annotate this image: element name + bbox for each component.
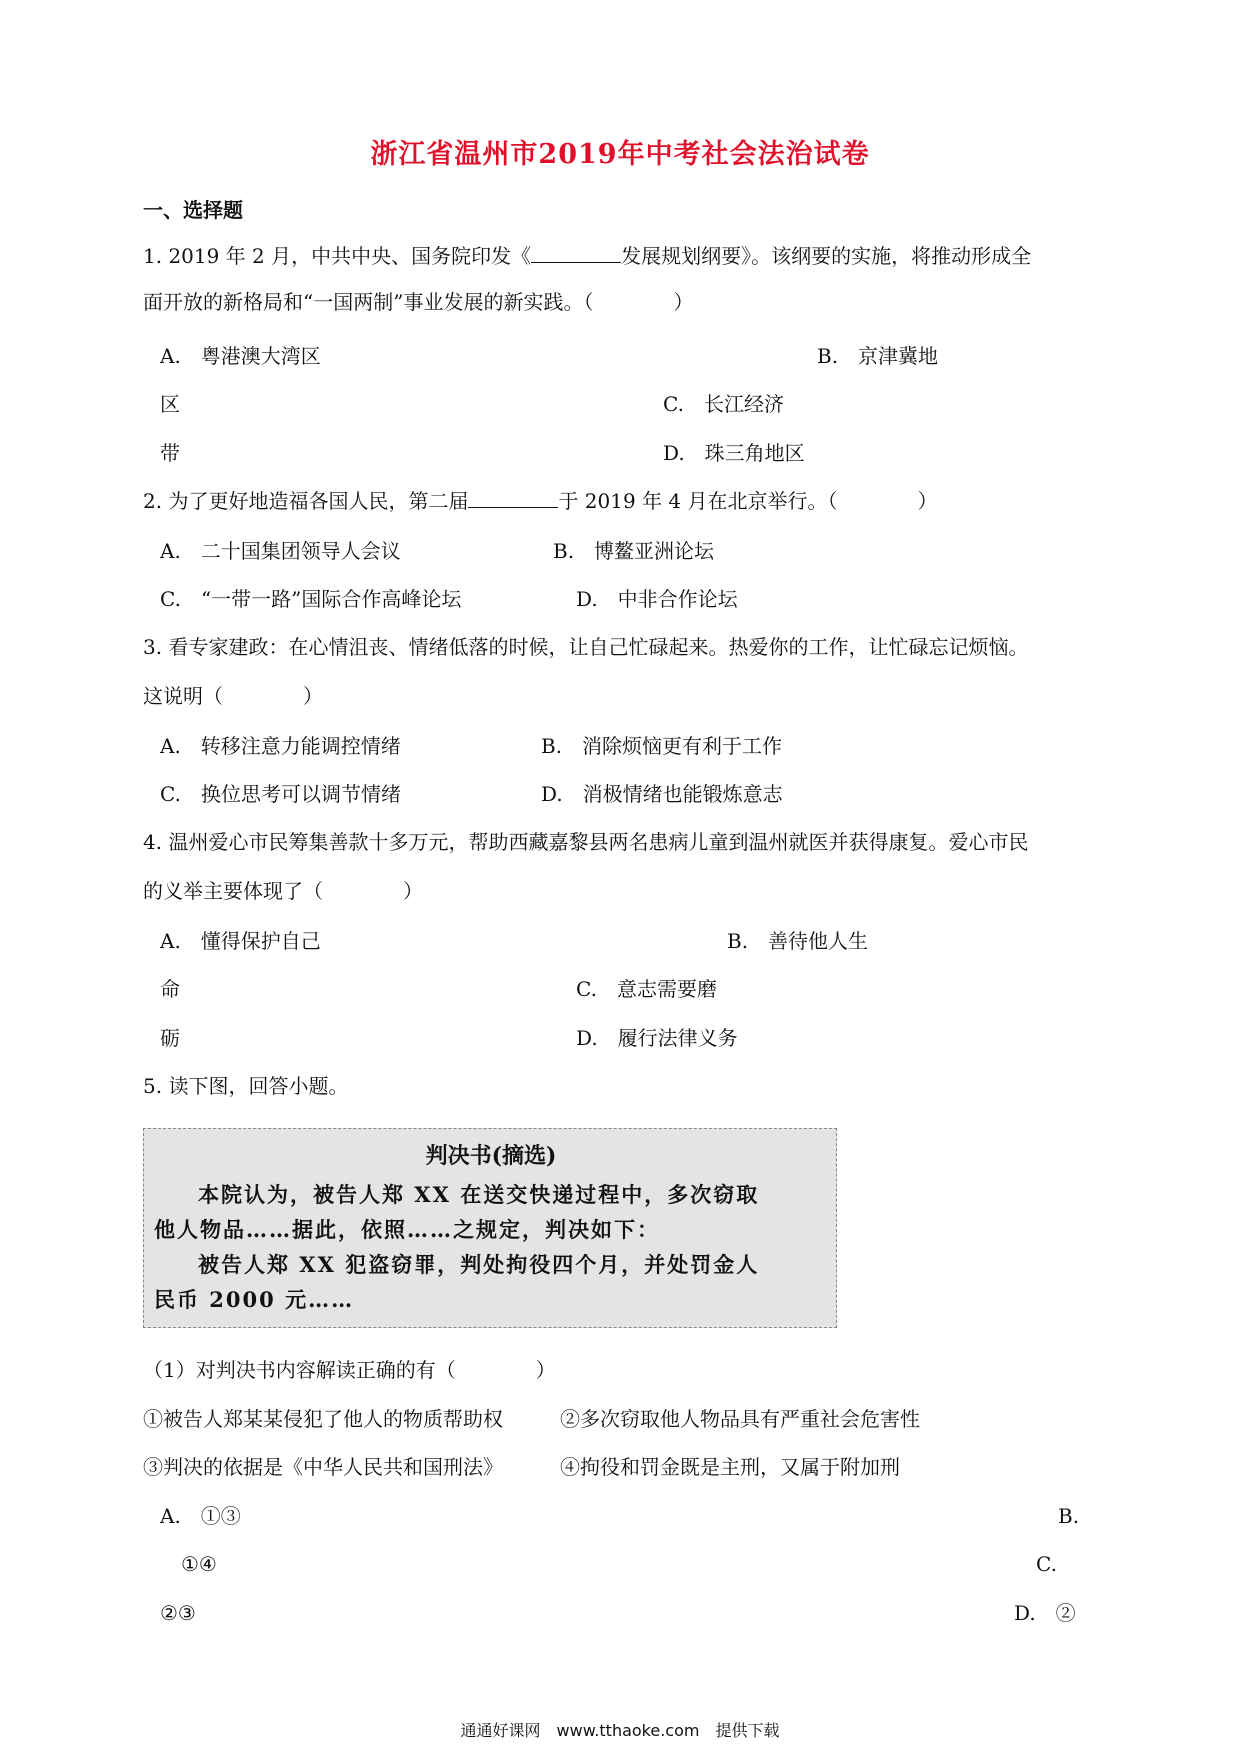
q3-stem-line2: 这说明（ ） xyxy=(143,684,323,708)
q5-stem: 5. 读下图，回答小题。 xyxy=(143,1074,349,1098)
q4-option-c[interactable]: C. 意志需要磨 xyxy=(576,977,717,1001)
q5-option-c[interactable]: C. xyxy=(1036,1552,1057,1576)
q5-sub1-stem: （1）对判决书内容解读正确的有（ ） xyxy=(143,1358,556,1382)
q5-option-a[interactable]: A. ①③ xyxy=(160,1504,241,1528)
q3-stem-line1: 3. 看专家建政：在心情沮丧、情绪低落的时候，让自己忙碌起来。热爱你的工作，让忙碌忘记烦恼。 xyxy=(143,635,1029,659)
verdict-line-3: 被告人郑 XX 犯盗窃罪，判处拘役四个月，并处罚金人 xyxy=(198,1252,760,1277)
q2-option-b[interactable]: B. 博鳌亚洲论坛 xyxy=(553,539,715,563)
q5-item-1: ①被告人郑某某侵犯了他人的物质帮助权 xyxy=(143,1407,503,1431)
q1-option-c-cont: 带 xyxy=(160,441,180,465)
q2-option-a[interactable]: A. 二十国集团领导人会议 xyxy=(160,539,401,563)
q5-item-4: ④拘役和罚金既是主刑，又属于附加刑 xyxy=(560,1455,900,1479)
footer-credit: 通通好课网 www.tthaoke.com 提供下载 xyxy=(460,1721,780,1740)
section-heading: 一、选择题 xyxy=(143,198,243,222)
verdict-title: 判决书(摘选) xyxy=(425,1143,557,1169)
q1-option-b[interactable]: B. 京津冀地 xyxy=(817,344,939,368)
q4-stem-line2: 的义举主要体现了（ ） xyxy=(143,879,423,903)
q5-item-2: ②多次窃取他人物品具有严重社会危害性 xyxy=(560,1407,920,1431)
q5-option-b[interactable]: B. xyxy=(1058,1504,1080,1528)
q2-option-d[interactable]: D. 中非合作论坛 xyxy=(576,587,738,611)
q1-option-d[interactable]: D. 珠三角地区 xyxy=(663,441,805,465)
q3-option-b[interactable]: B. 消除烦恼更有利于工作 xyxy=(541,734,783,758)
q1-stem-line2: 面开放的新格局和“一国两制”事业发展的新实践。（ ） xyxy=(143,290,694,314)
verdict-line-1: 本院认为，被告人郑 XX 在送交快递过程中，多次窃取 xyxy=(198,1182,760,1207)
q4-option-c-cont: 砺 xyxy=(160,1026,180,1050)
q1-option-a[interactable]: A. 粤港澳大湾区 xyxy=(160,344,321,368)
q4-option-a[interactable]: A. 懂得保护自己 xyxy=(160,929,321,953)
q5-item-3: ③判决的依据是《中华人民共和国刑法》 xyxy=(143,1455,503,1479)
q3-option-c[interactable]: C. 换位思考可以调节情绪 xyxy=(160,782,401,806)
q2-stem-line1: 2. 为了更好地造福各国人民，第二届 于 2019 年 4 月在北京举行。（ ） xyxy=(143,489,938,513)
q4-option-b[interactable]: B. 善待他人生 xyxy=(727,929,869,953)
q1-option-b-cont: 区 xyxy=(160,392,180,416)
verdict-figure xyxy=(143,1128,837,1328)
q5-option-d[interactable]: D. ② xyxy=(1014,1601,1076,1625)
q1-blank xyxy=(531,244,621,263)
verdict-line-4: 民币 2000 元…… xyxy=(154,1287,355,1312)
q4-stem-line1: 4. 温州爱心市民筹集善款十多万元，帮助西藏嘉黎县两名患病儿童到温州就医并获得康复。爱心市民 xyxy=(143,830,1029,854)
q1-stem-line1: 1. 2019 年 2 月，中共中央、国务院印发《 发展规划纲要》。该纲要的实施，将推动形成全 xyxy=(143,244,1032,268)
page-title: 浙江省温州市2019年中考社会法治试卷 xyxy=(370,139,870,170)
q5-option-c-cont: ②③ xyxy=(160,1601,196,1625)
q3-option-a[interactable]: A. 转移注意力能调控情绪 xyxy=(160,734,401,758)
verdict-line-2: 他人物品……据此，依照……之规定，判决如下： xyxy=(154,1217,660,1242)
q4-option-d[interactable]: D. 履行法律义务 xyxy=(576,1026,738,1050)
q2-blank xyxy=(468,489,558,508)
q3-option-d[interactable]: D. 消极情绪也能锻炼意志 xyxy=(541,782,783,806)
q4-option-b-cont: 命 xyxy=(160,977,180,1001)
q5-option-b-cont: ①④ xyxy=(181,1552,217,1576)
q1-option-c[interactable]: C. 长江经济 xyxy=(663,392,784,416)
q2-option-c[interactable]: C. “一带一路”国际合作高峰论坛 xyxy=(160,587,462,611)
